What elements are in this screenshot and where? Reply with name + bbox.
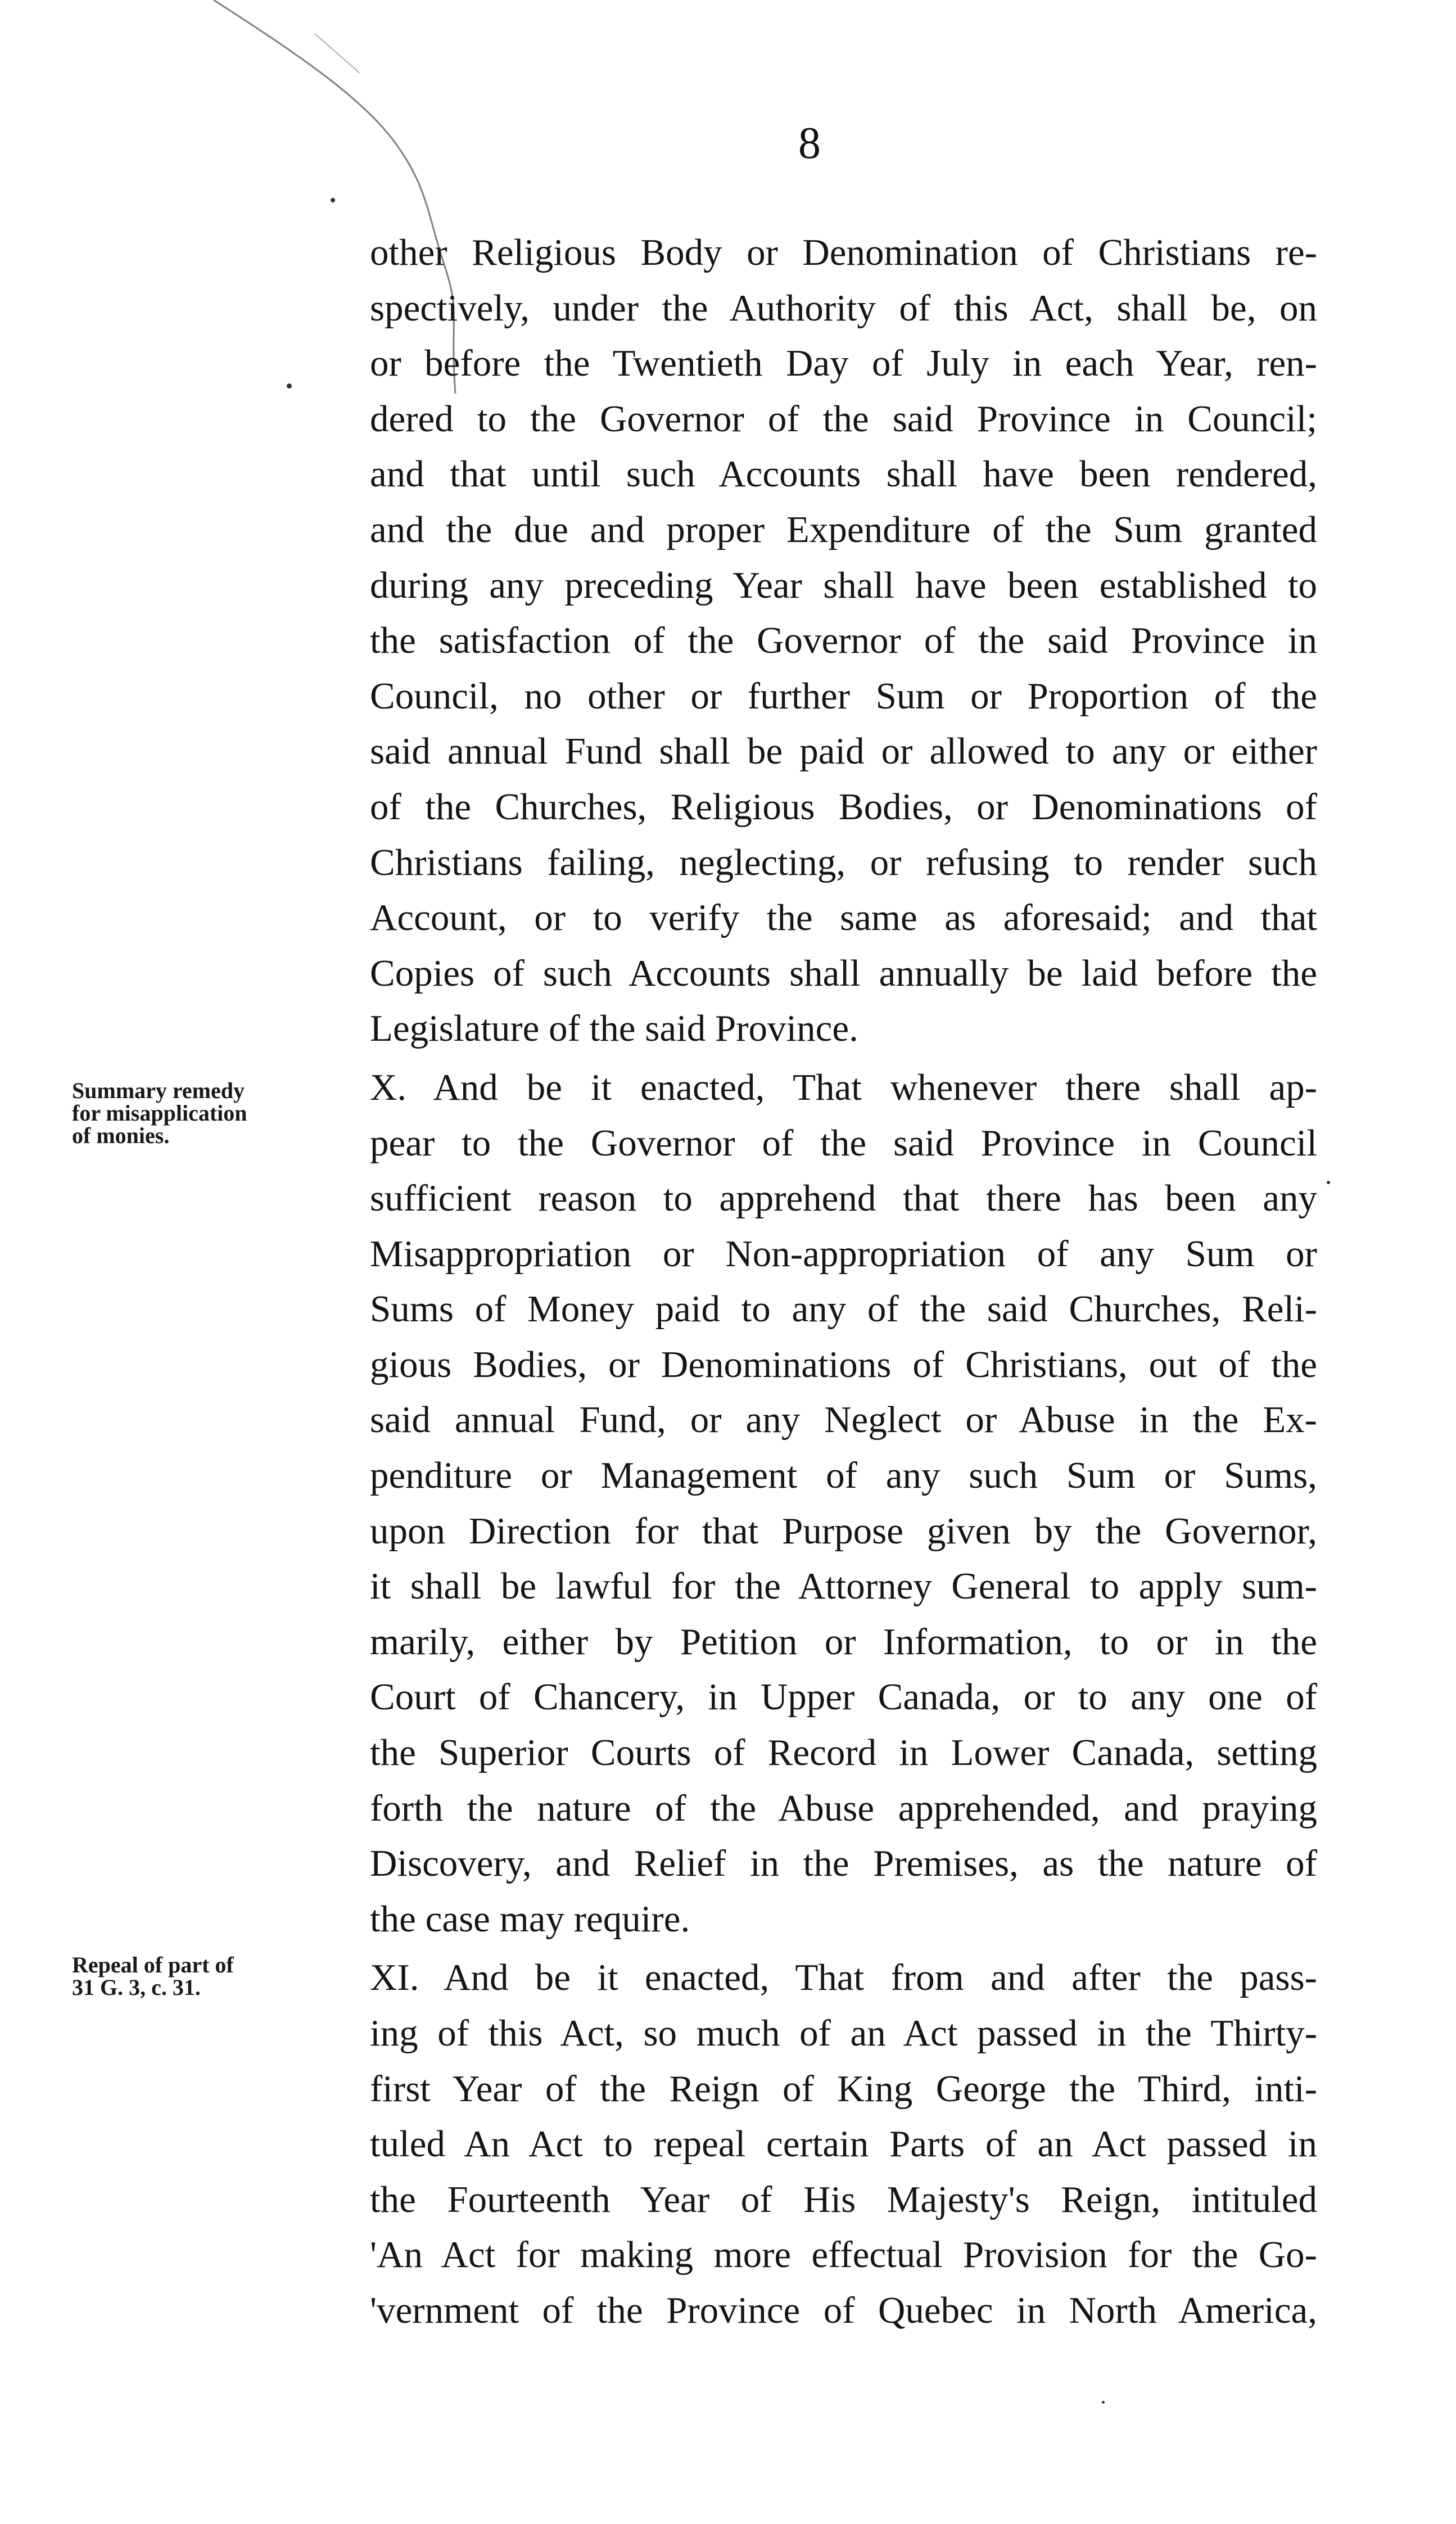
body-text-line: first Year of the Reign of King George the Third, inti-	[370, 2067, 1317, 2110]
body-text-line: Account, or to verify the same as aforesaid; and that	[370, 897, 1317, 939]
body-text-line: sufficient reason to apprehend that there has been any	[370, 1177, 1317, 1220]
margin-note-line: for misapplication	[72, 1100, 247, 1126]
body-text-line: Copies of such Accounts shall annually be laid before the	[370, 952, 1317, 994]
body-text-line: or before the Twentieth Day of July in each Year, ren-	[370, 342, 1317, 385]
body-text-line: Discovery, and Relief in the Premises, as the nature of	[370, 1843, 1317, 1885]
body-text-line: penditure or Management of any such Sum or Sums,	[370, 1455, 1317, 1497]
body-text-line: marily, either by Petition or Information, to or in the	[370, 1620, 1317, 1663]
margin-note-line: Summary remedy	[72, 1078, 245, 1103]
body-text-line: Court of Chancery, in Upper Canada, or to any one of	[370, 1676, 1317, 1718]
body-text-line: the satisfaction of the Governor of the said Province in	[370, 620, 1317, 662]
scan-speck	[331, 198, 335, 202]
margin-note-repeal	[72, 1954, 342, 1999]
body-text-line: it shall be lawful for the Attorney General to apply sum-	[370, 1565, 1317, 1608]
body-text-line: and that until such Accounts shall have been rendered,	[370, 453, 1317, 495]
body-text-line: of the Churches, Religious Bodies, or Denominations of	[370, 785, 1317, 828]
body-text-line: the Fourteenth Year of His Majesty's Reign, intituled	[370, 2178, 1317, 2220]
margin-note-line: 31 G. 3, c. 31.	[72, 1975, 201, 2000]
statute-body-text	[370, 225, 1317, 2338]
body-text-line: dered to the Governor of the said Province in Council;	[370, 398, 1317, 440]
body-text-line: during any preceding Year shall have been established to	[370, 564, 1317, 606]
body-text-line: said annual Fund shall be paid or allowed to any or either	[370, 730, 1317, 773]
body-text-line: the Superior Courts of Record in Lower Canada, setting	[370, 1732, 1317, 1774]
body-text-line: Christians failing, neglecting, or refusing to render such	[370, 841, 1317, 883]
body-text-line: X. And be it enacted, That whenever there shall ap-	[370, 1066, 1317, 1108]
body-text-line: Misappropriation or Non-appropriation of any Sum or	[370, 1232, 1317, 1275]
margin-note-summary-remedy	[72, 1080, 342, 1147]
body-text-line: said annual Fund, or any Neglect or Abuse in the Ex-	[370, 1399, 1317, 1441]
margin-note-line: Repeal of part of	[72, 1952, 234, 1977]
body-text-line: Sums of Money paid to any of the said Churches, Reli-	[370, 1288, 1317, 1330]
body-text-line: the case may require.	[370, 1898, 690, 1940]
body-text-line: ing of this Act, so much of an Act passed in the Thirty-	[370, 2012, 1317, 2054]
body-text-line: forth the nature of the Abuse apprehended, and praying	[370, 1787, 1317, 1829]
page-number: 8	[798, 119, 821, 168]
scan-speck	[1327, 1181, 1330, 1184]
scan-speck	[1102, 2401, 1105, 2404]
body-text-line: and the due and proper Expenditure of the Sum granted	[370, 508, 1317, 550]
margin-note-line: of monies.	[72, 1123, 170, 1148]
body-text-line: other Religious Body or Denomination of Christians re-	[370, 232, 1317, 273]
body-text-line: 'vernment of the Province of Quebec in North America,	[370, 2289, 1317, 2331]
body-text-line: 'An Act for making more effectual Provision for the Go-	[370, 2234, 1317, 2276]
body-text-line: tuled An Act to repeal certain Parts of an Act passed in	[370, 2123, 1317, 2165]
body-text-line: pear to the Governor of the said Province in Council	[370, 1122, 1317, 1164]
body-text-line: XI. And be it enacted, That from and after the pass-	[370, 1957, 1317, 1999]
body-text-line: spectively, under the Authority of this Act, shall be, on	[370, 287, 1317, 329]
body-text-line: Legislature of the said Province.	[370, 1008, 858, 1050]
body-text-line: gious Bodies, or Denominations of Christians, out of the	[370, 1343, 1317, 1385]
body-text-line: Council, no other or further Sum or Proportion of the	[370, 675, 1317, 717]
scan-speck	[287, 383, 292, 389]
body-text-line: upon Direction for that Purpose given by the Governor,	[370, 1510, 1317, 1552]
